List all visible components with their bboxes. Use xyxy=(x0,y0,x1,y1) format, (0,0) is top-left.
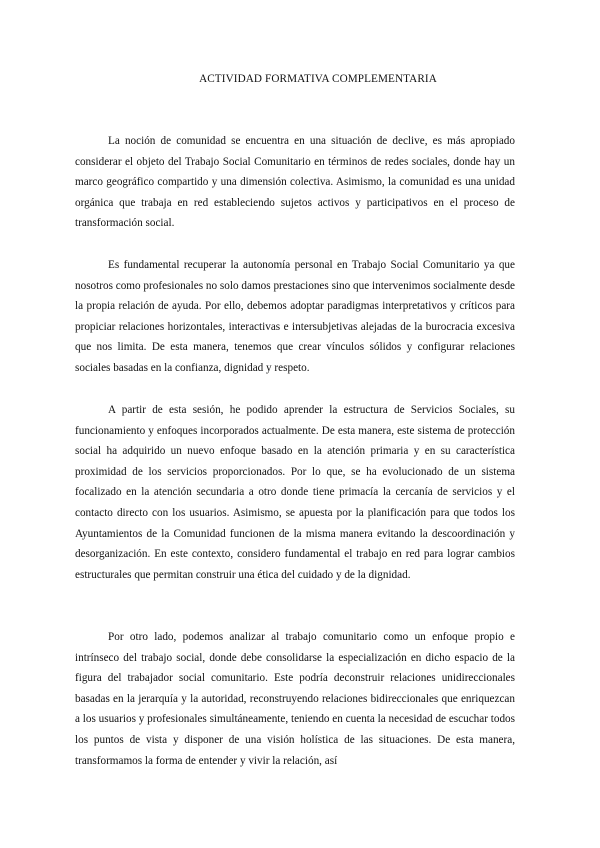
document-title: ACTIVIDAD FORMATIVA COMPLEMENTARIA xyxy=(199,73,437,85)
paragraph-2: Es fundamental recuperar la autonomía personal en Trabajo Social Comunitario ya que nosotros como profesionales no solo damos prestaciones sino que intervenimos socialmente desde la propia relación de ayuda. Por ello, debemos adoptar paradigmas interpretativos y críticos para propiciar relaciones horizontales, interactivas e intersubjetivas alejadas de la burocracia excesiva que nos limita. De esta manera, tenemos que crear vínculos sólidos y configurar relaciones sociales basadas en la confianza, dignidad y respeto. xyxy=(75,259,515,374)
paragraph-3: A partir de esta sesión, he podido aprender la estructura de Servicios Sociales, su funcionamiento y enfoques incorporados actualmente. De esta manera, este sistema de protección social ha adquirido un nuevo enfoque basado en la atención primaria y en su característica proximidad de los servicios proporcionados. Por lo que, se ha evolucionado de un sistema focalizado en la atención secundaria a otro donde tiene primacía la cercanía de servicios y el contacto directo con los usuarios. Asimismo, se apuesta por la planificación para que todos los Ayuntamientos de la Comunidad funcionen de la misma manera evitando la descoordinación y desorganización. En este contexto, considero fundamental el trabajo en red para lograr cambios estructurales que permitan construir una ética del cuidado y de la dignidad. xyxy=(75,404,515,581)
paragraph-1: La noción de comunidad se encuentra en una situación de declive, es más apropiado considerar el objeto del Trabajo Social Comunitario en términos de redes sociales, donde hay un marco geográfico compartido y una dimensión colectiva. Asimismo, la comunidad es una unidad orgánica que trabaja en red estableciendo sujetos activos y participativos en el proceso de transformación social. xyxy=(75,135,515,230)
paragraph-4: Por otro lado, podemos analizar al trabajo comunitario como un enfoque propio e intrínseco del trabajo social, donde debe consolidarse la especialización en dicho espacio de la figura del trabajador social comunitario. Este podría deconstruir relaciones unidireccionales basadas en la jerarquía y la autoridad, reconstruyendo relaciones bidireccionales que enriquezcan a los usuarios y profesionales simultáneamente, teniendo en cuenta la necesidad de escuchar todos los puntos de vista y disponer de una visión holística de las situaciones. De esta manera, transformamos la forma de entender y vivir la relación, así xyxy=(75,631,515,767)
